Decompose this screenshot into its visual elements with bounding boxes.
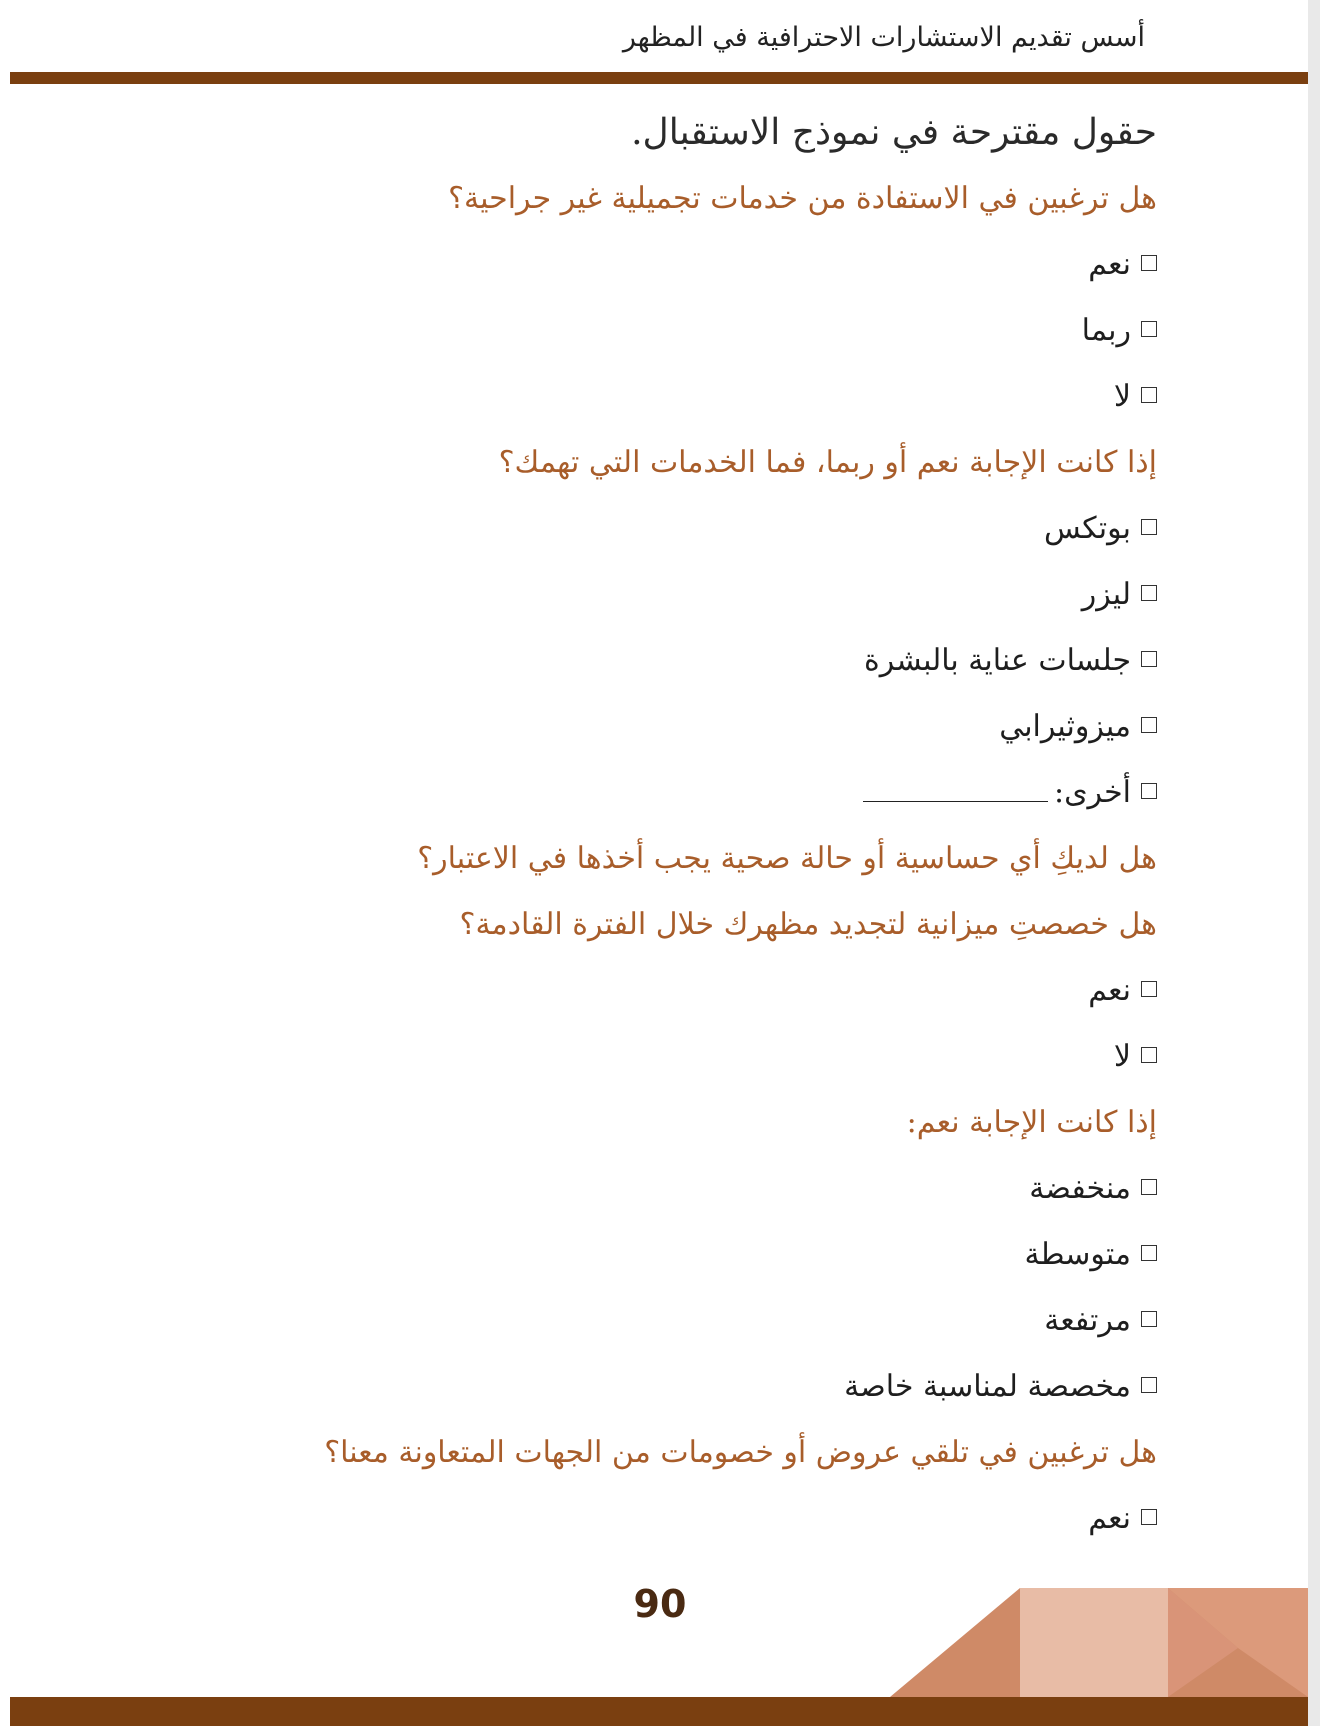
checkbox-icon[interactable] (1141, 519, 1157, 535)
option-item[interactable] (157, 1156, 1157, 1222)
option-label: نعم (1088, 973, 1131, 1008)
option-label: ميزوثيرابي (999, 709, 1131, 744)
option-label: مرتفعة (1044, 1303, 1131, 1338)
checkbox-icon[interactable] (1141, 1179, 1157, 1195)
checkbox-icon[interactable] (1141, 1377, 1157, 1393)
question-budget-level: إذا كانت الإجابة نعم: (906, 1105, 1157, 1140)
corner-shape-arrow (1168, 1588, 1238, 1697)
option-label: ليزر (1081, 577, 1131, 612)
option-item[interactable] (157, 628, 1157, 694)
option-label: نعم (1088, 1501, 1131, 1536)
question-health-conditions: هل لديكِ أي حساسية أو حالة صحية يجب أخذها في الاعتبار؟ (417, 841, 1157, 876)
checkbox-icon[interactable] (1141, 1311, 1157, 1327)
other-fill-in-line[interactable] (863, 771, 1048, 802)
option-label: أخرى: (1053, 775, 1131, 810)
checkbox-icon[interactable] (1141, 981, 1157, 997)
option-item[interactable] (157, 694, 1157, 760)
running-header: أسس تقديم الاستشارات الاحترافية في المظهر (622, 22, 1145, 53)
checkbox-icon[interactable] (1141, 1047, 1157, 1063)
checkbox-icon[interactable] (1141, 651, 1157, 667)
checkbox-icon[interactable] (1141, 321, 1157, 337)
question-budget-allocated: هل خصصتِ ميزانية لتجديد مظهرك خلال الفترة القادمة؟ (459, 907, 1157, 942)
option-label: ربما (1081, 313, 1131, 348)
option-item[interactable] (157, 364, 1157, 430)
option-label: نعم (1088, 247, 1131, 282)
corner-shape-tail (1168, 1588, 1308, 1697)
intake-form-content (157, 100, 1157, 1552)
option-item[interactable] (157, 1486, 1157, 1552)
option-item[interactable] (157, 1288, 1157, 1354)
option-label: متوسطة (1024, 1237, 1131, 1272)
option-item[interactable] (157, 1024, 1157, 1090)
option-item[interactable] (157, 496, 1157, 562)
checkbox-icon[interactable] (1141, 783, 1157, 799)
option-label: لا (1113, 1039, 1131, 1074)
question-services-of-interest: إذا كانت الإجابة نعم أو ربما، فما الخدمات التي تهمك؟ (498, 445, 1157, 480)
option-label: لا (1113, 379, 1131, 414)
option-label: جلسات عناية بالبشرة (864, 643, 1131, 678)
page-edge-shadow (1308, 0, 1320, 1726)
option-item-other[interactable] (157, 760, 1157, 826)
checkbox-icon[interactable] (1141, 1245, 1157, 1261)
section-heading: حقول مقترحة في نموذج الاستقبال. (631, 112, 1157, 153)
checkbox-icon[interactable] (1141, 387, 1157, 403)
checkbox-icon[interactable] (1141, 255, 1157, 271)
checkbox-icon[interactable] (1141, 1509, 1157, 1525)
option-label: مخصصة لمناسبة خاصة (844, 1369, 1131, 1404)
corner-shape-light (1020, 1588, 1168, 1697)
checkbox-icon[interactable] (1141, 717, 1157, 733)
question-aesthetic-interest: هل ترغبين في الاستفادة من خدمات تجميلية غير جراحية؟ (448, 181, 1157, 216)
option-item[interactable] (157, 562, 1157, 628)
page-number: 90 (633, 1582, 687, 1626)
footer-rule (10, 1697, 1308, 1726)
option-item[interactable] (157, 1222, 1157, 1288)
option-label: منخفضة (1029, 1171, 1131, 1206)
corner-shape-dark (890, 1588, 1308, 1697)
header-rule (10, 72, 1308, 84)
checkbox-icon[interactable] (1141, 585, 1157, 601)
option-item[interactable] (157, 1354, 1157, 1420)
option-item[interactable] (157, 958, 1157, 1024)
question-offers-discounts: هل ترغبين في تلقي عروض أو خصومات من الجهات المتعاونة معنا؟ (324, 1435, 1157, 1470)
option-item[interactable] (157, 232, 1157, 298)
option-item[interactable] (157, 298, 1157, 364)
option-label: بوتكس (1043, 511, 1131, 546)
